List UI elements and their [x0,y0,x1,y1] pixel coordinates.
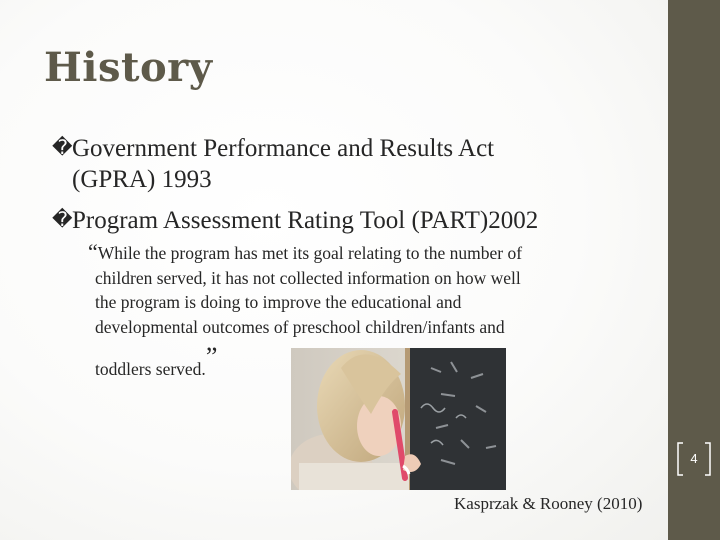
bullet-marker-icon: � [52,137,73,159]
child-at-chalkboard-photo [291,348,506,490]
bullet-gpra [52,133,612,195]
photo-illustration [291,348,506,490]
bullet-text-continued: (GPRA) 1993 [72,166,212,193]
quote-line: children served, it has not collected information on how well [95,267,521,288]
open-quote-mark: “ [88,239,98,264]
citation: Kasprzak & Rooney (2010) [454,494,643,513]
quote-line: “While the program has met its goal relating to the number of [88,239,523,264]
quote-line: developmental outcomes of preschool children/infants and [95,316,505,337]
close-quote-mark: ” [205,342,218,371]
quote-line: toddlers served.” [95,342,218,379]
bullet-part [52,205,652,236]
right-bracket-icon [704,442,712,476]
left-bracket-icon [676,442,684,476]
page-number-badge [676,442,712,476]
bullet-text: Government Performance and Results Act [72,135,495,162]
slide-title: History [44,44,213,91]
bullet-marker-icon: � [52,209,73,231]
page-number: 4 [690,451,698,466]
bullet-text: Program Assessment Rating Tool (PART)2002 [72,207,539,234]
quote-line: the program is doing to improve the educational and [95,292,462,312]
